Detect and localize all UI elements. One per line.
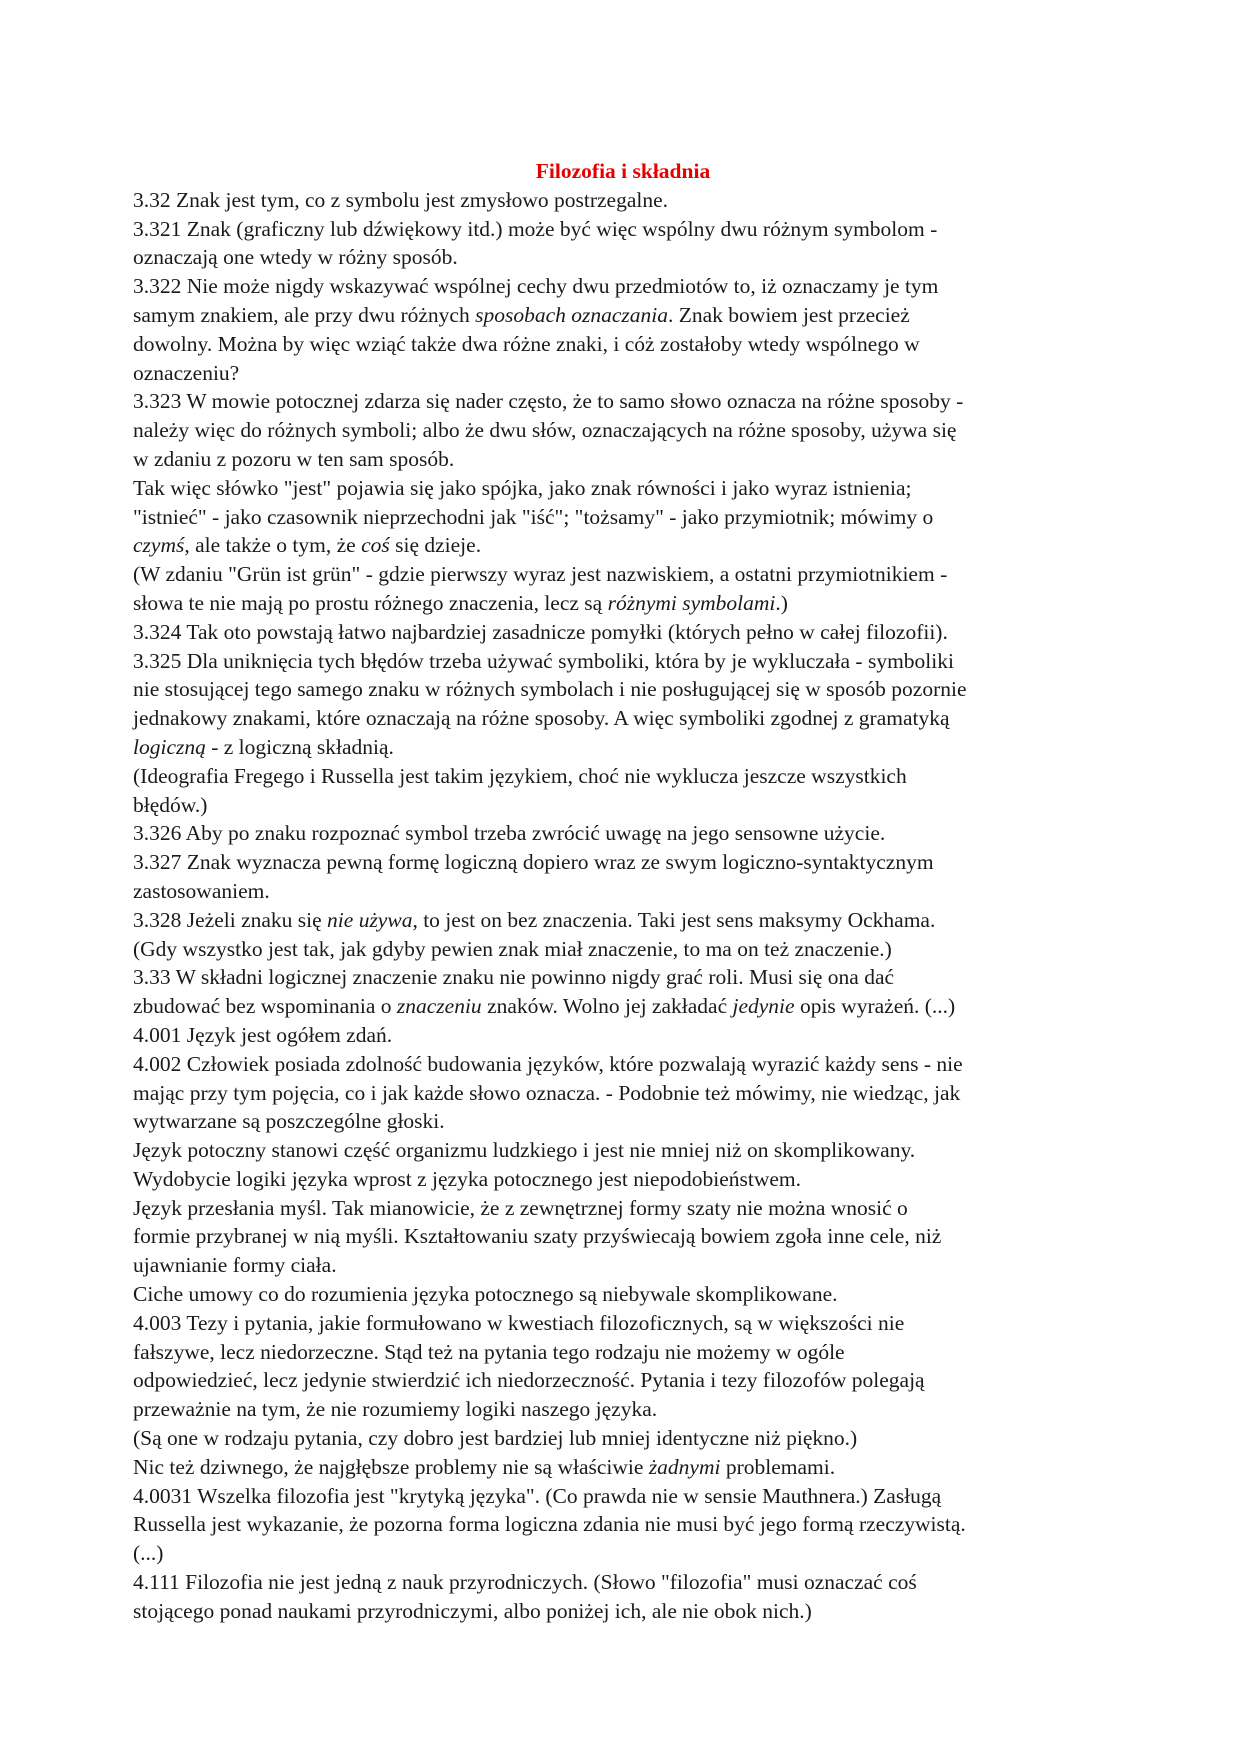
text-line	[133, 1079, 1113, 1108]
text-line	[133, 1597, 1113, 1626]
emphasized-text: znaczeniu	[396, 994, 482, 1019]
emphasized-text: jedynie	[732, 994, 795, 1019]
text-run: zastosowaniem.	[133, 878, 270, 903]
text-run: , to jest on bez znaczenia. Taki jest sens maksymy Ockhama.	[412, 907, 936, 932]
text-run: 3.328 Jeżeli znaku się	[133, 907, 328, 932]
text-line	[133, 301, 1113, 330]
text-line	[133, 733, 1113, 762]
text-line	[133, 704, 1113, 733]
text-run: 3.324 Tak oto powstają łatwo najbardziej zasadnicze pomyłki (których pełno w całej filozofii).	[133, 619, 948, 644]
text-run: Ciche umowy co do rozumienia języka potocznego są niebywale skomplikowane.	[133, 1282, 838, 1307]
text-line	[133, 186, 1113, 215]
text-run: Tak więc słówko "jest" pojawia się jako spójka, jako znak równości i jako wyraz istnienia;	[133, 475, 912, 500]
text-run: problemami.	[720, 1454, 836, 1479]
text-run: "istnieć" - jako czasownik nieprzechodni jak "iść"; "tożsamy" - jako przymiotnik; mówimy o	[133, 504, 934, 529]
emphasized-text: żadnymi	[648, 1454, 721, 1479]
text-line	[133, 819, 1113, 848]
emphasized-text: sposobach oznaczania	[475, 302, 668, 327]
text-line	[133, 1107, 1113, 1136]
text-line	[133, 1309, 1113, 1338]
text-line	[133, 762, 1113, 791]
text-line	[133, 1482, 1113, 1511]
text-line	[133, 906, 1113, 935]
text-line	[133, 416, 1113, 445]
text-line	[133, 503, 1113, 532]
text-run: słowa te nie mają po prostu różnego znaczenia, lecz są	[133, 590, 608, 615]
text-line	[133, 1395, 1113, 1424]
document-page	[133, 157, 1113, 1626]
text-line	[133, 1050, 1113, 1079]
text-run: oznaczeniu?	[133, 360, 240, 385]
text-line	[133, 1194, 1113, 1223]
text-run: 4.001 Język jest ogółem zdań.	[133, 1022, 393, 1047]
text-run: 3.327 Znak wyznacza pewną formę logiczną dopiero wraz ze swym logiczno-syntaktycznym	[133, 850, 934, 875]
text-line	[133, 1539, 1113, 1568]
text-run: w zdaniu z pozoru w ten sam sposób.	[133, 446, 455, 471]
text-line	[133, 272, 1113, 301]
text-run: 4.003 Tezy i pytania, jakie formułowano w kwestiach filozoficznych, są w większości nie	[133, 1310, 905, 1335]
text-line	[133, 589, 1113, 618]
text-line	[133, 848, 1113, 877]
text-line	[133, 1222, 1113, 1251]
text-line	[133, 474, 1113, 503]
text-run: 3.322 Nie może nigdy wskazywać wspólnej cechy dwu przedmiotów to, iż oznaczamy je tym	[133, 274, 939, 299]
text-line	[133, 531, 1113, 560]
text-line	[133, 445, 1113, 474]
text-run: Russella jest wykazanie, że pozorna forma logiczna zdania nie musi być jego formą rzeczywistą.	[133, 1512, 966, 1537]
text-run: jednakowy znakami, które oznaczają na różne sposoby. A więc symboliki zgodnej z gramatyką	[133, 706, 950, 731]
text-run: oznaczają one wtedy w różny sposób.	[133, 245, 458, 270]
text-run: mając przy tym pojęcia, co i jak każde słowo oznacza. - Podobnie też mówimy, nie wiedząc, jak	[133, 1080, 961, 1105]
text-run: błędów.)	[133, 792, 208, 817]
text-line	[133, 877, 1113, 906]
text-line	[133, 963, 1113, 992]
text-line	[133, 992, 1113, 1021]
text-line	[133, 1424, 1113, 1453]
text-line	[133, 1280, 1113, 1309]
text-run: 4.111 Filozofia nie jest jedną z nauk przyrodniczych. (Słowo "filozofia" musi oznaczać coś	[133, 1570, 917, 1595]
text-run: 3.32 Znak jest tym, co z symbolu jest zmysłowo postrzegalne.	[133, 187, 669, 212]
text-line	[133, 1510, 1113, 1539]
text-run: 3.325 Dla uniknięcia tych błędów trzeba używać symboliki, która by je wykluczała - symboliki	[133, 648, 954, 673]
text-line	[133, 1021, 1113, 1050]
text-run: (W zdaniu "Grün ist grün" - gdzie pierwszy wyraz jest nazwiskiem, a ostatni przymiotnikiem -	[133, 562, 948, 587]
text-line	[133, 243, 1113, 272]
text-run: Nic też dziwnego, że najgłębsze problemy nie są właściwie	[133, 1454, 649, 1479]
text-run: samym znakiem, ale przy dwu różnych	[133, 302, 476, 327]
text-line	[133, 1338, 1113, 1367]
text-run: stojącego ponad naukami przyrodniczymi, albo poniżej ich, ale nie obok nich.)	[133, 1598, 812, 1623]
text-line	[133, 215, 1113, 244]
text-run: Wydobycie logiki języka wprost z języka potocznego jest niepodobieństwem.	[133, 1166, 802, 1191]
document-title: Filozofia i składnia	[535, 159, 711, 183]
text-run: - z logiczną składnią.	[205, 734, 394, 759]
text-line	[133, 359, 1113, 388]
text-line	[133, 1366, 1113, 1395]
text-run: odpowiedzieć, lecz jedynie stwierdzić ich niedorzeczność. Pytania i tezy filozofów polegają	[133, 1368, 925, 1393]
text-line	[133, 1165, 1113, 1194]
text-run: nie stosującej tego samego znaku w różnych symbolach i nie posługującej się w sposób pozornie	[133, 677, 967, 702]
text-run: ujawnianie formy ciała.	[133, 1253, 337, 1278]
text-run: (Ideografia Fregego i Russella jest takim językiem, choć nie wyklucza jeszcze wszystkich	[133, 763, 907, 788]
text-run: należy więc do różnych symboli; albo że dwu słów, oznaczających na różne sposoby, używa się	[133, 418, 957, 443]
text-run: formie przybranej w nią myśli. Kształtowaniu szaty przyświecają bowiem zgoła inne cele, niż	[133, 1224, 942, 1249]
text-line	[133, 647, 1113, 676]
text-run: 4.002 Człowiek posiada zdolność budowania języków, które pozwalają wyrazić każdy sens - nie	[133, 1051, 963, 1076]
text-run: 3.321 Znak (graficzny lub dźwiękowy itd.) może być więc wspólny dwu różnym symbolom -	[133, 216, 938, 241]
text-run: , ale także o tym, że	[184, 533, 362, 558]
text-run: dowolny. Można by więc wziąć także dwa różne znaki, i cóż zostałoby wtedy wspólnego w	[133, 331, 920, 356]
text-run: . Znak bowiem jest przecież	[668, 302, 910, 327]
text-run: (...)	[133, 1541, 164, 1566]
text-run: opis wyrażeń. (...)	[794, 994, 956, 1019]
text-run: przeważnie na tym, że nie rozumiemy logiki naszego języka.	[133, 1397, 658, 1422]
text-line	[133, 1568, 1113, 1597]
text-line	[133, 387, 1113, 416]
emphasized-text: coś	[361, 533, 390, 558]
text-run: .)	[775, 590, 788, 615]
text-line	[133, 618, 1113, 647]
text-line	[133, 1136, 1113, 1165]
text-run: wytwarzane są poszczególne głoski.	[133, 1109, 445, 1134]
text-run: fałszywe, lecz niedorzeczne. Stąd też na pytania tego rodzaju nie możemy w ogóle	[133, 1339, 845, 1364]
text-run: 3.33 W składni logicznej znaczenie znaku nie powinno nigdy grać roli. Musi się ona dać	[133, 965, 895, 990]
document-body	[133, 186, 1113, 1626]
text-run: 3.326 Aby po znaku rozpoznać symbol trzeba zwrócić uwagę na jego sensowne użycie.	[133, 821, 886, 846]
text-run: znaków. Wolno jej zakładać	[481, 994, 733, 1019]
text-line	[133, 1251, 1113, 1280]
text-run: Język przesłania myśl. Tak mianowicie, że z zewnętrznej formy szaty nie można wnosić o	[133, 1195, 908, 1220]
text-run: zbudować bez wspominania o	[133, 994, 397, 1019]
emphasized-text: różnymi symbolami	[607, 590, 776, 615]
text-line	[133, 675, 1113, 704]
text-line	[133, 935, 1113, 964]
text-run: (Są one w rodzaju pytania, czy dobro jest bardziej lub mniej identyczne niż piękno.)	[133, 1426, 858, 1451]
text-run: 4.0031 Wszelka filozofia jest "krytyką języka". (Co prawda nie w sensie Mauthnera.) Zasługą	[133, 1483, 942, 1508]
text-line	[133, 1453, 1113, 1482]
text-line	[133, 560, 1113, 589]
text-run: (Gdy wszystko jest tak, jak gdyby pewien znak miał znaczenie, to ma on też znaczenie.)	[133, 936, 892, 961]
text-line	[133, 791, 1113, 820]
text-line	[133, 330, 1113, 359]
emphasized-text: nie używa	[327, 907, 413, 932]
text-run: Język potoczny stanowi część organizmu ludzkiego i jest nie mniej niż on skomplikowany.	[133, 1138, 916, 1163]
emphasized-text: czymś	[133, 533, 185, 558]
emphasized-text: logiczną	[133, 734, 206, 759]
text-run: 3.323 W mowie potocznej zdarza się nader często, że to samo słowo oznacza na różne sposoby -	[133, 389, 964, 414]
text-run: się dzieje.	[389, 533, 482, 558]
